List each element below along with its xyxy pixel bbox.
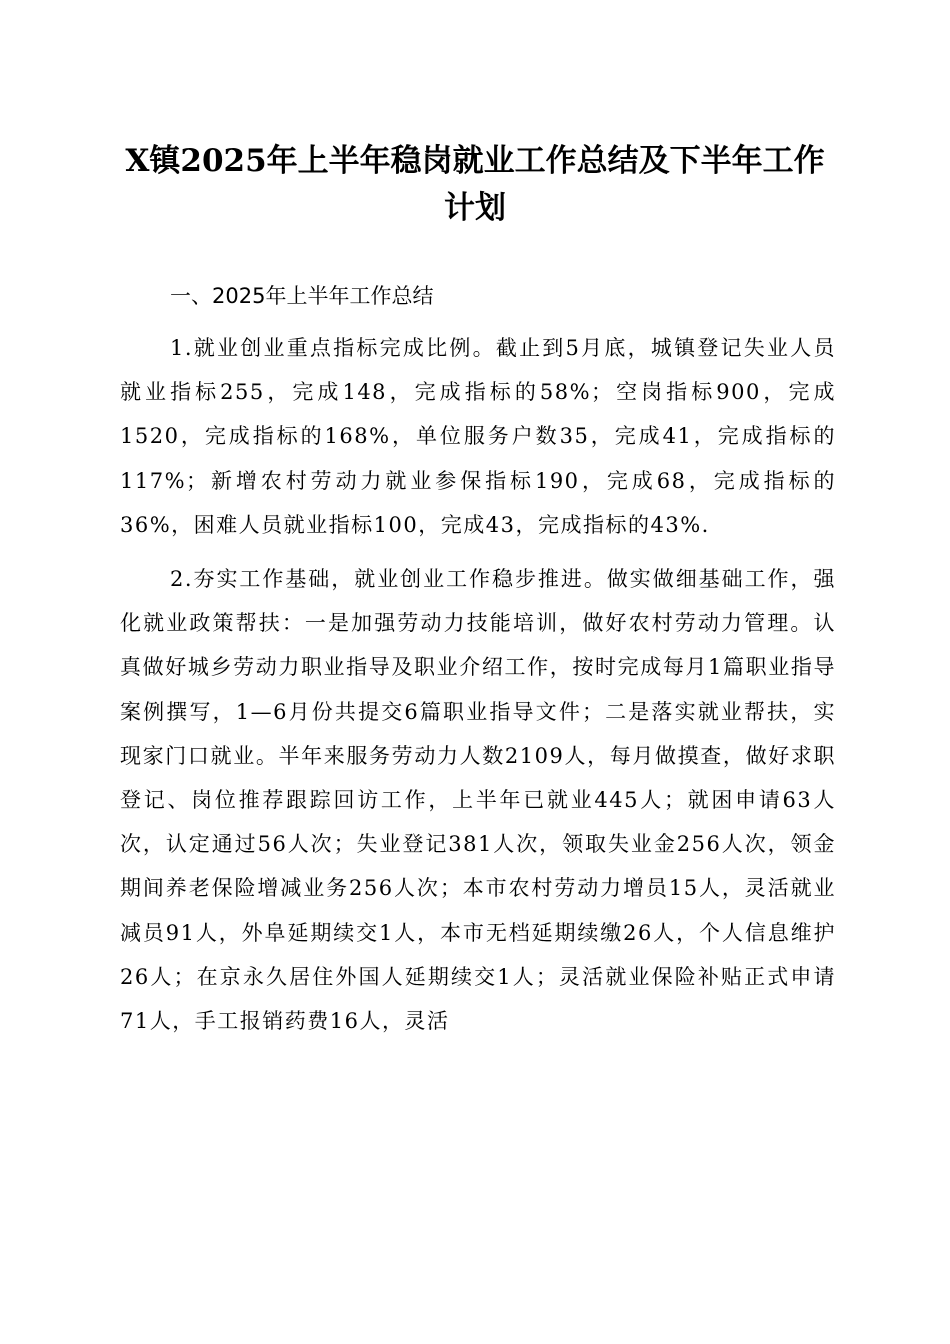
paragraph-work-foundation: 2.夯实工作基础，就业创业工作稳步推进。做实做细基础工作，强化就业政策帮扶：一是加强劳动力技能培训，做好农村劳动力管理。认真做好城乡劳动力职业指导及职业介绍工作，按时完成每月1篇职业指导案例撰写，1—6月份共提交6篇职业指导文件；二是落实就业帮扶，实现家门口就业。半年来服务劳动力人数2109人，每月做摸查，做好求职登记、岗位推荐跟踪回访工作，上半年已就业445人；就困申请63人次，认定通过56人次；失业登记381人次，领取失业金256人次，领金期间养老保险增减业务256人次；本市农村劳动力增员15人，灵活就业减员91人，外阜延期续交1人，本市无档延期续缴26人，个人信息维护26人；在京永久居住外国人延期续交1人；灵活就业保险补贴正式申请71人，手工报销药费16人，灵活 bbox=[120, 567, 836, 1034]
section-heading: 一、2025年上半年工作总结 bbox=[170, 284, 434, 308]
document-body bbox=[120, 280, 836, 1053]
paragraph-indicators: 1.就业创业重点指标完成比例。截止到5月底，城镇登记失业人员就业指标255，完成148，完成指标的58%；空岗指标900，完成1520，完成指标的168%，单位服务户数35，完成41，完成指标的117%；新增农村劳动力就业参保指标190，完成68，完成指标的36%，困难人员就业指标100，完成43，完成指标的43%. bbox=[120, 336, 836, 537]
document-title: X镇2025年上半年稳岗就业工作总结及下半年工作计划 bbox=[125, 143, 825, 226]
